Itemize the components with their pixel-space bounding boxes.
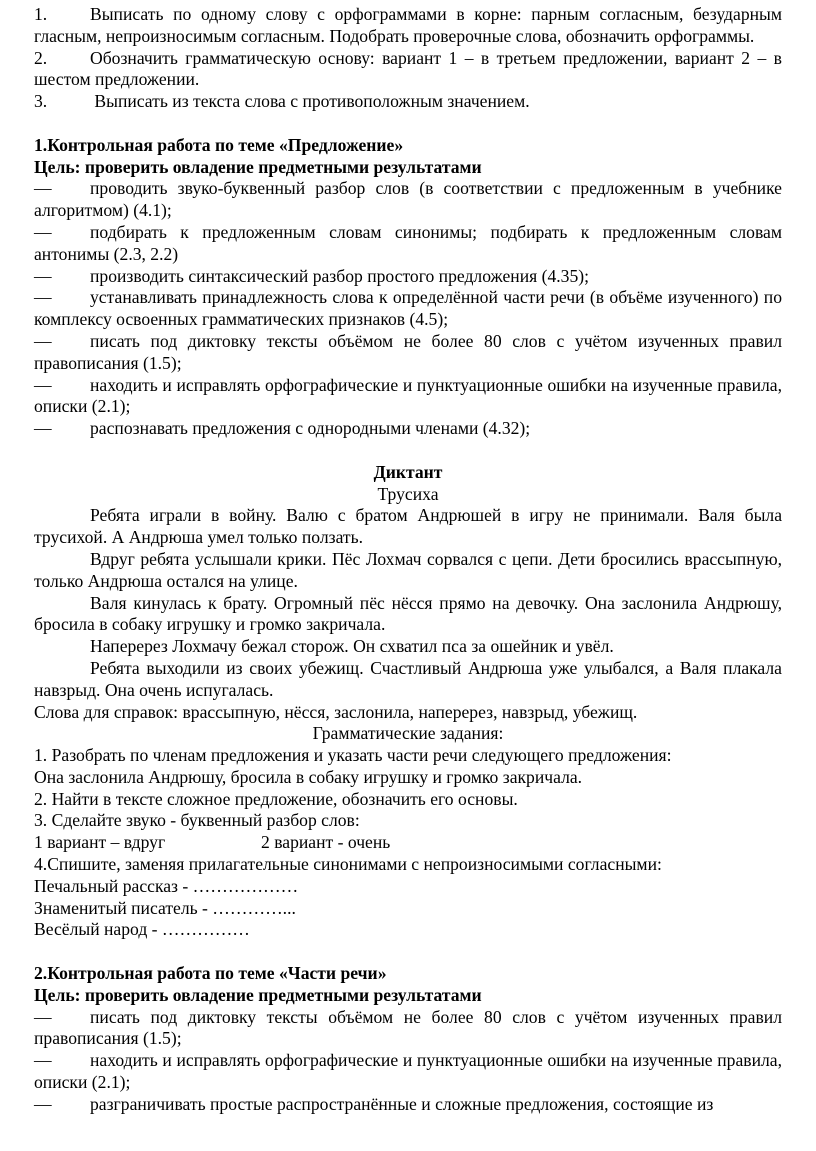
variant-2: 2 вариант - очень [261, 832, 391, 853]
grammar-task-1: 1. Разобрать по членам предложения и указать части речи следующего предложения: [34, 745, 672, 766]
section-2-item-text: находить и исправлять орфографические и пунктуационные ошибки на изученные правила, описки (2.1); [34, 1050, 782, 1093]
section-1-item-text: подбирать к предложенным словам синонимы; подбирать к предложенным словам антонимы (2.3, 2.2) [34, 221, 782, 264]
section-1-item-text: устанавливать принадлежность слова к определённой части речи (в объёме изученного) по комплексу освоенных грамматических признаков (4.5); [34, 287, 782, 330]
dash-bullet: — [34, 287, 52, 308]
section-1-heading: 1.Контрольная работа по теме «Предложение» [34, 134, 404, 155]
grammar-task-2: 2. Найти в тексте сложное предложение, обозначить его основы. [34, 788, 518, 809]
section-2-item [34, 1007, 782, 1051]
grammar-task-4: 4.Спишите, заменяя прилагательные синонимами с непроизносимыми согласными: [34, 854, 662, 875]
section-2-item-text: разграничивать простые распространённые и сложные предложения, состоящие из [90, 1093, 714, 1114]
fill-line: Знаменитый писатель - …………... [34, 897, 296, 918]
dictation-paragraph: Вдруг ребята услышали крики. Пёс Лохмач сорвался с цепи. Дети бросились врассыпную, только Андрюша остался на улице. [34, 548, 782, 591]
dictation [34, 462, 782, 942]
dictation-paragraph: Валя кинулась к брату. Огромный пёс нёсся прямо на девочку. Она заслонила Андрюшу, бросила в собаку игрушку и громко закричала. [34, 592, 782, 635]
fill-line: Печальный рассказ - ……………… [34, 875, 299, 896]
intro-task-number: 1. [34, 4, 48, 24]
grammar-task-1-sentence: Она заслонила Андрюшу, бросила в собаку игрушку и громко закричала. [34, 766, 583, 787]
fill-line: Весёлый народ - …………… [34, 919, 250, 940]
spacer [34, 113, 782, 135]
section-2-goal: Цель: проверить овладение предметными результатами [34, 984, 482, 1005]
section-1-item-text: распознавать предложения с однородными членами (4.32); [90, 418, 531, 439]
document-page [0, 4, 816, 1116]
dash-bullet: — [34, 1050, 52, 1071]
spacer [34, 440, 782, 462]
dictation-paragraph: Наперерез Лохмачу бежал сторож. Он схватил пса за ошейник и увёл. [90, 636, 614, 657]
reference-words: Слова для справок: врассыпную, нёсся, заслонила, наперерез, навзрыд, убежищ. [34, 701, 638, 722]
section-2-item [34, 1094, 782, 1116]
dictation-paragraph: Ребята выходили из своих убежищ. Счастливый Андрюша уже улыбался, а Валя плакала навзрыд. Она очень испугалась. [34, 657, 782, 700]
variants-line [34, 832, 782, 854]
intro-task-1 [34, 4, 782, 48]
intro-task-list [34, 4, 782, 113]
section-1-item-text: писать под диктовку тексты объёмом не более 80 слов с учётом изученных правил правописания (1.5); [34, 330, 782, 373]
dash-bullet: — [34, 1093, 52, 1114]
intro-task-number: 3. [34, 91, 48, 112]
section-1-item [34, 266, 782, 288]
dash-bullet: — [34, 330, 52, 351]
intro-task-2 [34, 48, 782, 92]
grammar-task-3: 3. Сделайте звуко - буквенный разбор слов: [34, 810, 360, 831]
section-1-item [34, 375, 782, 419]
section-2-item [34, 1050, 782, 1094]
section-1-goal: Цель: проверить овладение предметными результатами [34, 156, 482, 177]
dash-bullet: — [34, 178, 52, 199]
intro-task-text: Выписать по одному слову с орфограммами в корне: парным согласным, безударным гласным, непроизносимым согласным. Подобрать проверочные слова, обозначить орфограммы. [34, 4, 782, 46]
dash-bullet: — [34, 418, 52, 439]
spacer [34, 941, 782, 963]
intro-task-3 [34, 91, 782, 113]
section-1 [34, 135, 782, 440]
intro-task-text: Выписать из текста слова с противоположным значением. [90, 91, 530, 112]
section-1-item-text: проводить звуко-буквенный разбор слов (в соответствии с предложенным в учебнике алгоритмом) (4.1); [34, 178, 782, 221]
section-1-item [34, 331, 782, 375]
intro-task-number: 2. [34, 47, 48, 68]
dictation-title: Трусиха [377, 483, 439, 504]
section-1-item [34, 418, 782, 440]
section-1-item-text: производить синтаксический разбор простого предложения (4.35); [90, 265, 590, 286]
section-1-item [34, 222, 782, 266]
section-2-item-text: писать под диктовку тексты объёмом не более 80 слов с учётом изученных правил правописания (1.5); [34, 1006, 782, 1049]
section-1-item-text: находить и исправлять орфографические и пунктуационные ошибки на изученные правила, описки (2.1); [34, 374, 782, 417]
dash-bullet: — [34, 265, 52, 286]
dictation-heading: Диктант [373, 461, 443, 482]
grammar-heading: Грамматические задания: [312, 723, 504, 744]
section-1-item [34, 178, 782, 222]
dash-bullet: — [34, 374, 52, 395]
variant-1: 1 вариант – вдруг [34, 832, 166, 853]
section-2-heading: 2.Контрольная работа по теме «Части речи» [34, 963, 387, 984]
dash-bullet: — [34, 1006, 52, 1027]
intro-task-text: Обозначить грамматическую основу: вариант 1 – в третьем предложении, вариант 2 – в шестом предложении. [34, 47, 782, 90]
dictation-paragraph: Ребята играли в войну. Валю с братом Андрюшей в игру не принимали. Валя была трусихой. А Андрюша умел только ползать. [34, 505, 782, 548]
dash-bullet: — [34, 221, 52, 242]
section-1-item [34, 287, 782, 331]
section-2 [34, 963, 782, 1116]
